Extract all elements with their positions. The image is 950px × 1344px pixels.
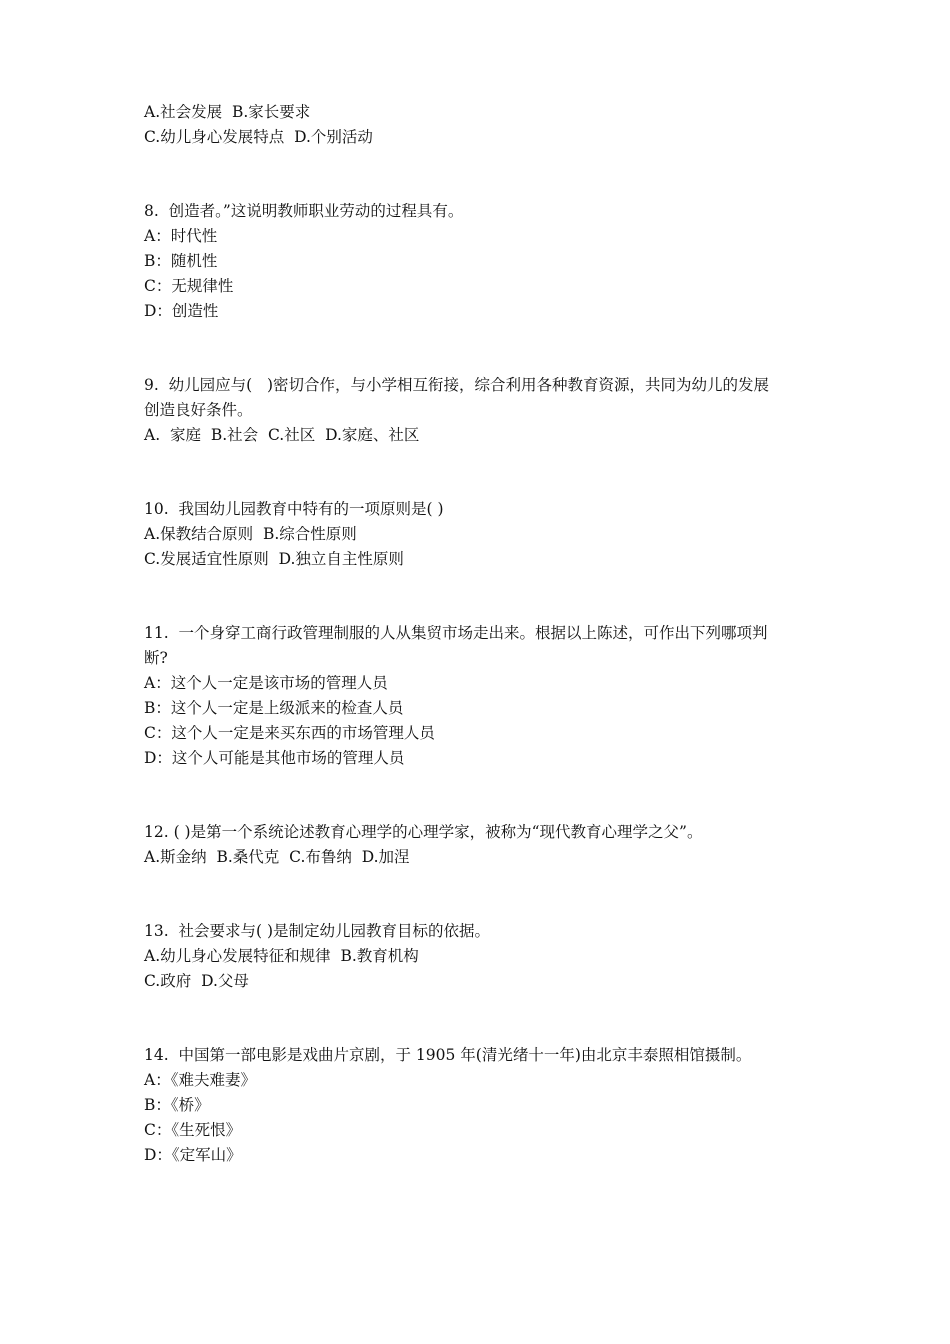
question-stem: 8. 创造者。”这说明教师职业劳动的过程具有。 <box>144 202 464 220</box>
document-page <box>144 100 824 1217</box>
question-block <box>144 820 824 870</box>
question-option: C.发展适宜性原则 D.独立自主性原则 <box>144 550 404 568</box>
question-block <box>144 1043 824 1168</box>
question-option: C.政府 D.父母 <box>144 972 249 990</box>
question-option: A.斯金纳 B.桑代克 C.布鲁纳 D.加涅 <box>144 848 410 866</box>
question-block <box>144 621 824 771</box>
question-stem: 13. 社会要求与( )是制定幼儿园教育目标的依据。 <box>144 922 491 940</box>
question-option: A.社会发展 B.家长要求 <box>144 103 311 121</box>
question-stem: 11. 一个身穿工商行政管理制服的人从集贸市场走出来。根据以上陈述，可作出下列哪项判 <box>144 624 768 642</box>
question-block <box>144 100 824 150</box>
question-option: A. 家庭 B.社会 C.社区 D.家庭、社区 <box>144 426 420 444</box>
question-option: A：时代性 <box>144 227 218 245</box>
question-option: A.保教结合原则 B.综合性原则 <box>144 525 357 543</box>
question-stem: 14. 中国第一部电影是戏曲片京剧，于 1905 年(清光绪十一年)由北京丰泰照相馆摄制。 <box>144 1046 752 1064</box>
question-block <box>144 497 824 572</box>
question-stem: 12. ( )是第一个系统论述教育心理学的心理学家，被称为“现代教育心理学之父”。 <box>144 823 703 841</box>
question-block <box>144 199 824 324</box>
question-block <box>144 373 824 448</box>
question-stem: 创造良好条件。 <box>144 401 253 419</box>
question-option: B：这个人一定是上级派来的检查人员 <box>144 699 404 717</box>
question-option: C.幼儿身心发展特点 D.个别活动 <box>144 128 373 146</box>
question-stem: 10. 我国幼儿园教育中特有的一项原则是( ) <box>144 500 444 518</box>
question-option: A：这个人一定是该市场的管理人员 <box>144 674 388 692</box>
question-option: B：随机性 <box>144 252 218 270</box>
question-option: D：创造性 <box>144 302 219 320</box>
question-stem: 断? <box>144 649 168 667</box>
question-option: A.幼儿身心发展特征和规律 B.教育机构 <box>144 947 419 965</box>
question-option: C：《生死恨》 <box>144 1121 242 1139</box>
question-option: B：《桥》 <box>144 1096 210 1114</box>
question-block <box>144 919 824 994</box>
question-option: A：《难夫难妻》 <box>144 1071 256 1089</box>
question-option: C：这个人一定是来买东西的市场管理人员 <box>144 724 435 742</box>
question-option: D：《定军山》 <box>144 1146 242 1164</box>
question-option: C：无规律性 <box>144 277 234 295</box>
question-option: D：这个人可能是其他市场的管理人员 <box>144 749 405 767</box>
question-stem: 9. 幼儿园应与( )密切合作，与小学相互衔接，综合利用各种教育资源，共同为幼儿的发展 <box>144 376 770 394</box>
